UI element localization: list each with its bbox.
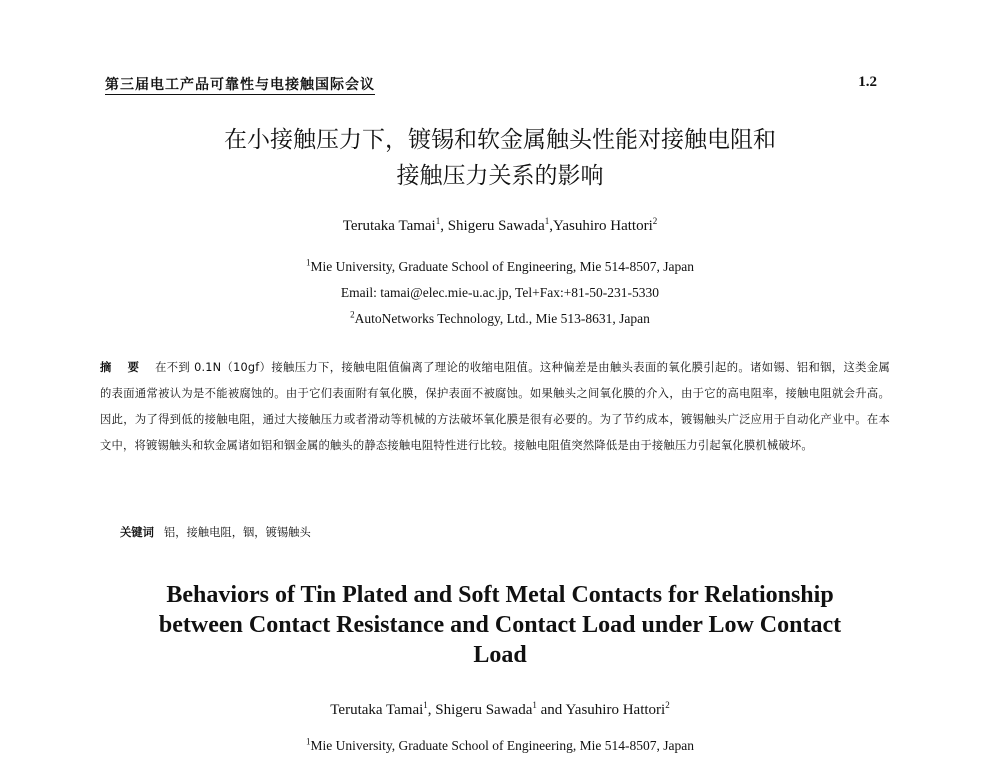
keywords-text: 铝，接触电阻，铟，镀锡触头	[163, 526, 311, 539]
author-affiliation-mark: 1	[532, 700, 537, 710]
affiliation-1	[100, 259, 900, 275]
english-section-authors	[100, 702, 900, 719]
affiliation-mark: 1	[306, 257, 311, 268]
author-name: Terutaka Tamai	[330, 702, 424, 718]
affiliation-text: Mie University, Graduate School of Engineering, Mie 514-8507, Japan	[310, 259, 694, 274]
affiliation-mark: 1	[306, 736, 311, 747]
english-title-line-2: between Contact Resistance and Contact Load under Low Contact	[158, 612, 842, 638]
author-affiliation-mark: 1	[544, 216, 550, 226]
english-title	[100, 580, 900, 670]
paper-number: 1.2	[858, 74, 877, 90]
running-header	[105, 74, 877, 98]
author-name: Yasuhiro Hattori	[565, 702, 666, 718]
chinese-title-line-1: 在小接触压力下，镀锡和软金属触头性能对接触电阻和	[224, 127, 776, 153]
affiliation-2	[100, 311, 900, 327]
chinese-abstract	[100, 355, 890, 459]
english-affiliation-1	[100, 738, 900, 754]
author-name: Yasuhiro Hattori	[553, 218, 653, 234]
conference-name: 第三届电工产品可靠性与电接触国际会议	[105, 74, 375, 95]
english-title-line-3: Load	[473, 642, 527, 668]
chinese-title-line-2: 接触压力关系的影响	[396, 163, 604, 189]
author-separator: ,	[440, 218, 448, 234]
author-affiliation-mark: 1	[435, 216, 441, 226]
author-affiliation-mark: 2	[665, 700, 670, 710]
abstract-text: 在不到 0.1N（10gf）接触压力下，接触电阻值偏离了理论的收缩电阻值。这种偏差是由触头表面的氧化膜引起的。诸如锡、铝和铟，这类金属的表面通常被认为是不能被腐蚀的。由于它们表面附有氧化膜，保护表面不被腐蚀。如果触头之间氧化膜的介入，由于它的高电阻率，接触电阻就会升高。因此，为了得到低的接触电阻，通过大接触压力或者滑动等机械的方法破坏氧化膜是很有必要的。为了节约成本，镀锡触头广泛应用于自动化产业中。在本文中，将镀锡触头和软金属诸如铝和铟金属的触头的静态接触电阻特性进行比较。接触电阻值突然降低是由于接触压力引起氧化膜机械破坏。	[100, 361, 891, 452]
affiliation-text: AutoNetworks Technology, Ltd., Mie 513-8631, Japan	[354, 311, 650, 326]
author-name: Shigeru Sawada	[435, 702, 533, 718]
author-affiliation-mark: 1	[423, 700, 428, 710]
author-name: Shigeru Sawada	[447, 218, 545, 234]
keywords-label: 关键词	[120, 526, 154, 539]
keywords	[120, 524, 880, 540]
author-separator: and	[536, 702, 566, 718]
author-separator: ,	[427, 702, 436, 718]
author-affiliation-mark: 2	[652, 216, 658, 226]
affiliation-text: Mie University, Graduate School of Engineering, Mie 514-8507, Japan	[310, 738, 694, 753]
author-separator: ,	[549, 218, 554, 234]
english-title-line-1: Behaviors of Tin Plated and Soft Metal Contacts for Relationship	[166, 582, 834, 608]
contact-email: Email: tamai@elec.mie-u.ac.jp, Tel+Fax:+81-50-231-5330	[340, 285, 660, 300]
chinese-section-authors	[100, 218, 900, 235]
abstract-label: 摘 要	[100, 361, 146, 374]
author-name: Terutaka Tamai	[342, 218, 436, 234]
chinese-title	[100, 122, 900, 194]
affiliation-mark: 2	[350, 309, 355, 320]
